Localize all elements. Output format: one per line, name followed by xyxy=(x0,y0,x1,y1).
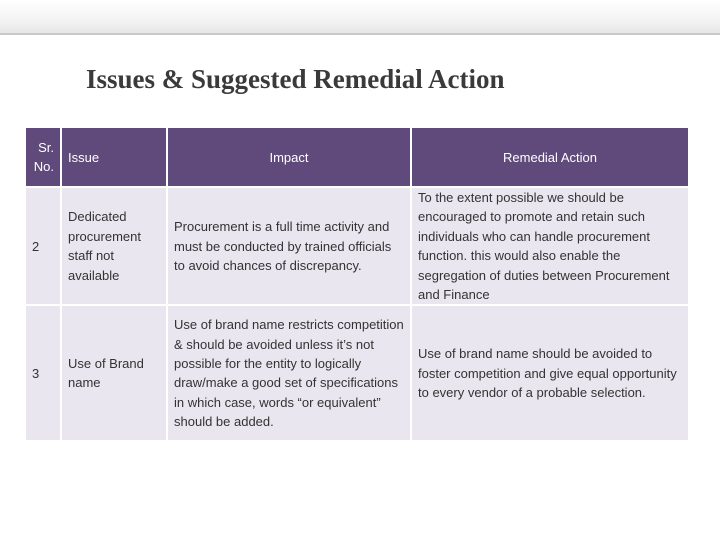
cell-issue: Use of Brand name xyxy=(62,306,166,440)
header-remedial-action: Remedial Action xyxy=(412,128,688,186)
top-rule-divider xyxy=(0,33,720,35)
header-sr-no: Sr. No. xyxy=(26,128,60,186)
table-row xyxy=(26,188,688,304)
header-impact: Impact xyxy=(168,128,410,186)
table-row xyxy=(26,306,688,440)
cell-issue: Dedicated procurement staff not available xyxy=(62,188,166,304)
header-issue: Issue xyxy=(62,128,166,186)
cell-remedial-action: Use of brand name should be avoided to foster competition and give equal opportunity to every vendor of a probable selection. xyxy=(412,306,688,440)
remedial-action-table xyxy=(24,126,690,442)
table-header-row xyxy=(26,128,688,186)
cell-sr-no: 2 xyxy=(26,188,60,304)
cell-impact: Procurement is a full time activity and must be conducted by trained officials to avoid chances of discrepancy. xyxy=(168,188,410,304)
slide-title: Issues & Suggested Remedial Action xyxy=(86,64,505,94)
cell-sr-no: 3 xyxy=(26,306,60,440)
cell-impact: Use of brand name restricts competition & should be avoided unless it’s not possible for the entity to logically draw/make a good set of specifications in which case, words “or equivalent” should be added. xyxy=(168,306,410,440)
top-band xyxy=(0,0,720,34)
cell-remedial-action: To the extent possible we should be encouraged to promote and retain such individuals who can handle procurement function. this would also enable the segregation of duties between Procurement and Finance xyxy=(412,188,688,304)
